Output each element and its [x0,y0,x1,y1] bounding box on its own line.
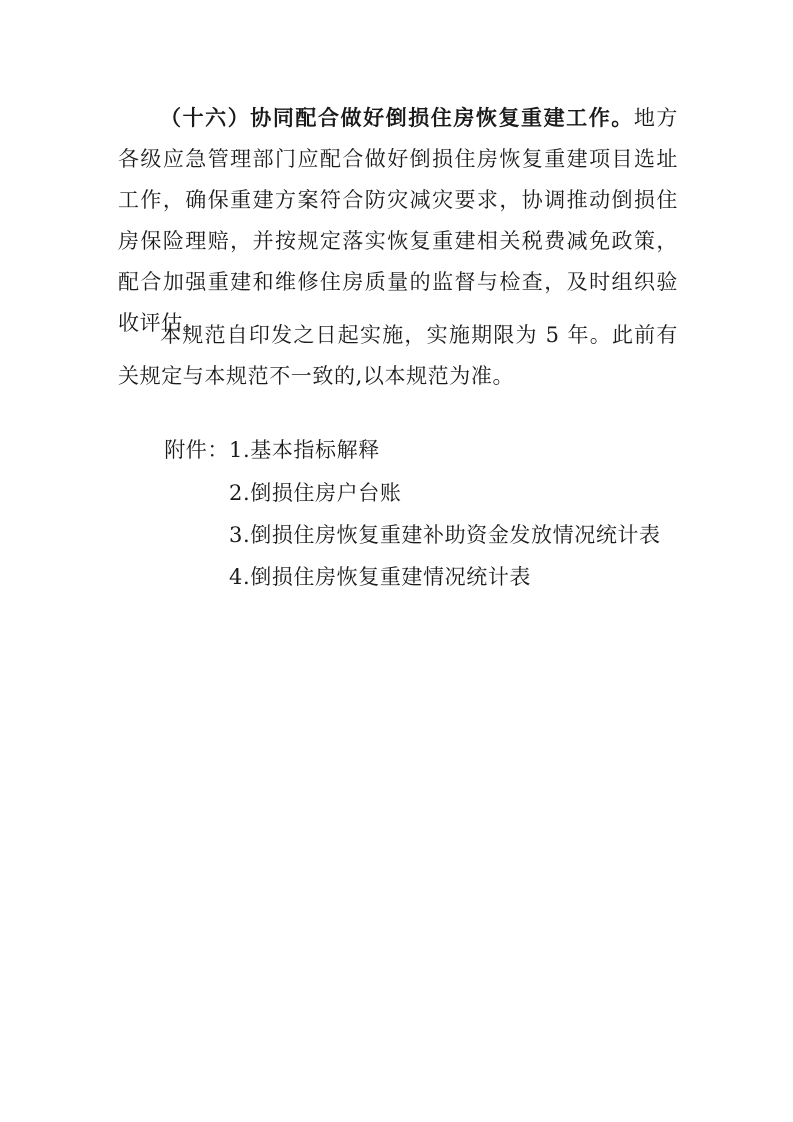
attachment-item-4: 4.倒损住房恢复重建情况统计表 [229,565,532,589]
effective-date-paragraph: 本规范自印发之日起实施，实施期限为 5 年。此前有关规定与本规范不一致的,以本规范为准。 [118,323,678,388]
section-16-paragraph [118,98,678,344]
attachment-item-3: 3.倒损住房恢复重建补助资金发放情况统计表 [229,523,661,547]
section-16-heading: （十六）协同配合做好倒损住房恢复重建工作。 [160,106,634,130]
attachment-item-2: 2.倒损住房户台账 [229,481,402,505]
section-16-body: 地方各级应急管理部门应配合做好倒损住房恢复重建项目选址工作，确保重建方案符合防灾减灾要求，协调推动倒损住房保险理赔，并按规定落实恢复重建相关税费减免政策，配合加强重建和维修住房质量的监督与检查，及时组织验收评估。 [118,106,678,335]
attachments-label: 附件： [164,438,229,462]
attachment-item-1: 1.基本指标解释 [229,438,380,462]
